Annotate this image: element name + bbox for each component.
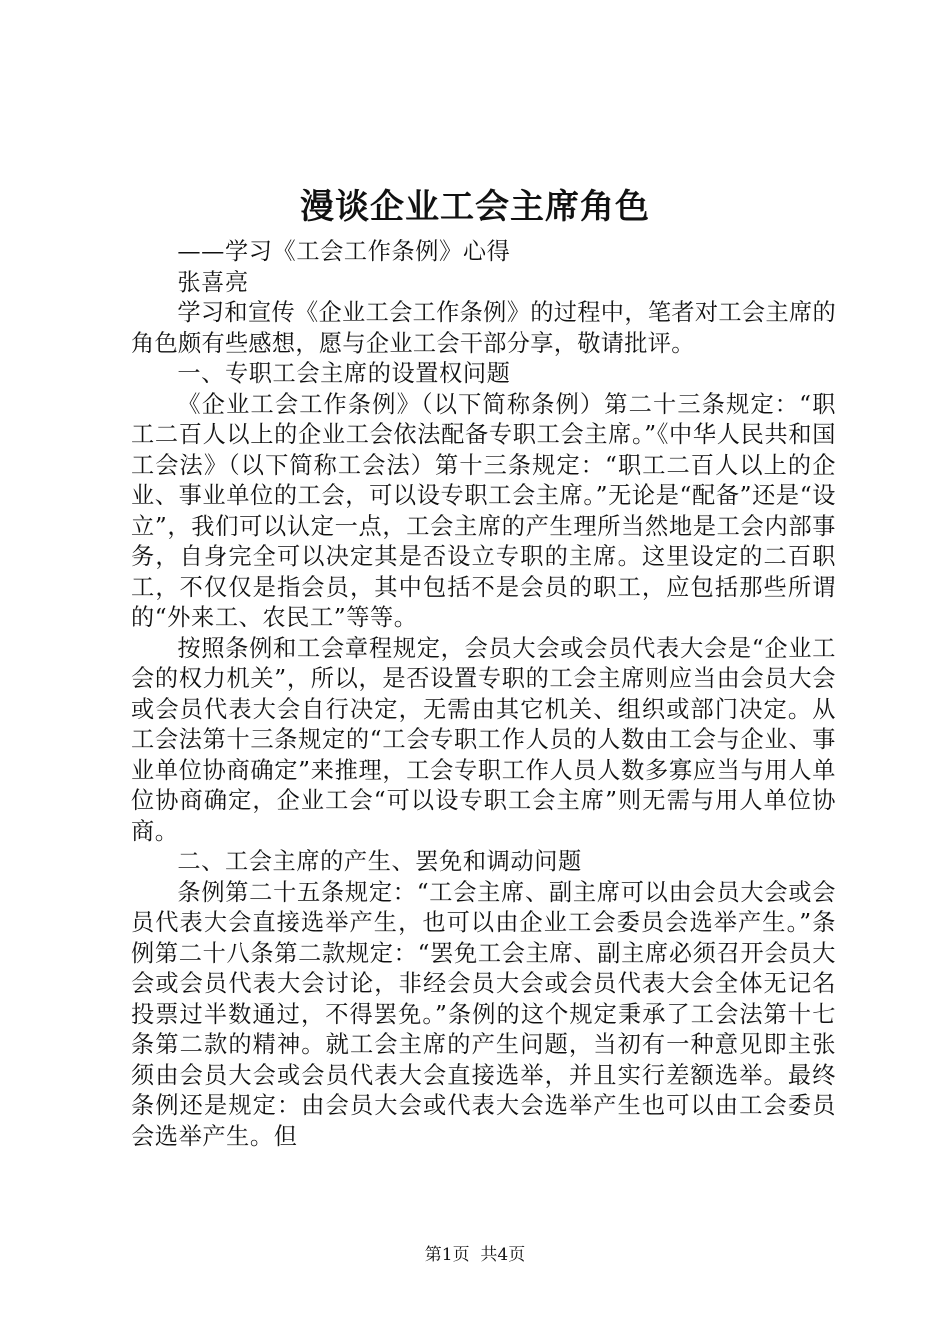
section-heading-2: 二、工会主席的产生、罢免和调动问题	[177, 848, 582, 875]
document-body	[131, 237, 836, 1152]
paragraph: 《企业工会工作条例》（以下简称条例）第二十三条规定：“职工二百人以上的企业工会依法配备专职工会主席。”《中华人民共和国工会法》（以下简称工会法）第十三条规定：“职工二百人以上的企业、事业单位的工会，可以设专职工会主席。”无论是“配备”还是“设立”，我们可以认定一点，工会主席的产生理所当然地是工会内部事务，自身完全可以决定其是否设立专职的主席。这里设定的二百职工，不仅仅是指会员，其中包括不是会员的职工，应包括那些所谓的“外来工、农民工”等等。	[131, 390, 836, 631]
section-heading-1: 一、专职工会主席的设置权问题	[177, 360, 511, 387]
paragraph-intro: 学习和宣传《企业工会工作条例》的过程中，笔者对工会主席的角色颇有些感想，愿与企业工会干部分享，敬请批评。	[131, 299, 836, 357]
document-title: 漫谈企业工会主席角色	[300, 187, 650, 227]
subtitle: ——学习《工会工作条例》心得	[177, 238, 511, 265]
paragraph: 按照条例和工会章程规定，会员大会或会员代表大会是“企业工会的权力机关”，所以，是否设置专职的工会主席则应当由会员大会或会员代表大会自行决定，无需由其它机关、组织或部门决定。从工会法第十三条规定的“工会专职工作人员的人数由工会与企业、事业单位协商确定”来推理，工会专职工作人员人数多寡应当与用人单位协商确定，企业工会“可以设专职工会主席”则无需与用人单位协商。	[131, 634, 836, 845]
paragraph: 条例第二十五条规定：“工会主席、副主席可以由会员大会或会员代表大会直接选举产生，也可以由企业工会委员会选举产生。”条例第二十八条第二款规定：“罢免工会主席、副主席必须召开会员大会或会员代表大会讨论，非经会员大会或会员代表大会全体无记名投票过半数通过，不得罢免。”条例的这个规定秉承了工会法第十七条第二款的精神。就工会主席的产生问题，当初有一种意见即主张须由会员大会或会员代表大会直接选举，并且实行差额选举。最终条例还是规定：由会员大会或代表大会选举产生也可以由工会委员会选举产生。但	[131, 878, 836, 1150]
page-footer: 第1页 共4页	[424, 1245, 526, 1265]
author-name: 张喜亮	[177, 268, 249, 296]
